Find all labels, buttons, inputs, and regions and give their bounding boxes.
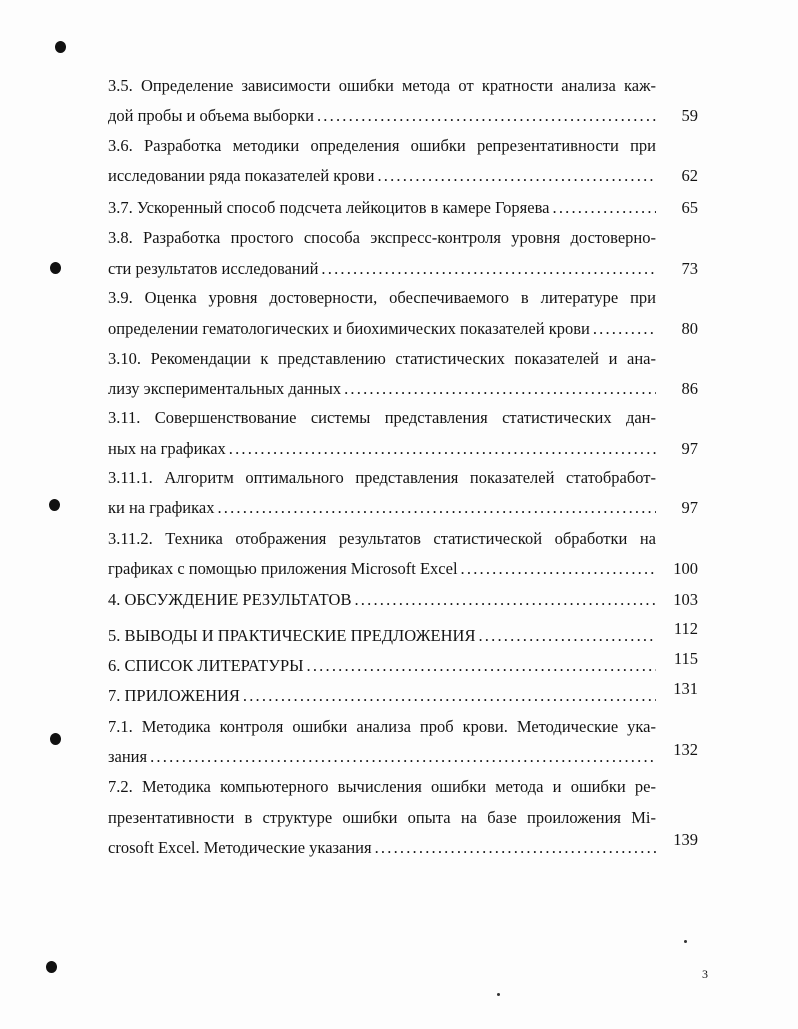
toc-leader-dots (475, 626, 656, 646)
toc-leader-dots (318, 259, 656, 279)
toc-page-number: 97 (681, 439, 698, 458)
toc-leader-dots (147, 747, 656, 767)
toc-leader-dots (351, 590, 656, 610)
toc-entry-3-11-1-line2: ки на графиках ..... (108, 498, 656, 518)
toc-page-number: 132 (673, 740, 698, 759)
toc-entry-3-5-line2: дой пробы и объема выборки ..... (108, 106, 656, 126)
toc-entry-5: 5. ВЫВОДЫ И ПРАКТИЧЕСКИЕ ПРЕДЛОЖЕНИЯ ..... (108, 626, 656, 646)
toc-entry-3-10-line2: лизу экспериментальных данных ..... (108, 379, 656, 399)
toc-leader-dots (304, 656, 656, 676)
toc-entry-6: 6. СПИСОК ЛИТЕРАТУРЫ ..... (108, 656, 656, 676)
toc-entry-7-2-line2: презентативности в структуре ошибки опыта на базе проиложения Mi- (108, 808, 656, 827)
toc-entry-3-9-line2: определении гематологических и биохимических показателей крови ..... (108, 319, 656, 339)
toc-entry-7-2-line3: crosoft Excel. Методические указания ..... (108, 838, 656, 858)
toc-entry-7: 7. ПРИЛОЖЕНИЯ ..... (108, 686, 656, 706)
toc-entry-3-11-line1: 3.11. Совершенствование системы представления статистических дан- (108, 408, 656, 427)
toc-entry-7-1-line2: зания ..... (108, 747, 656, 767)
toc-page-number: 86 (681, 379, 698, 398)
toc-page-number: 65 (681, 198, 698, 217)
toc-page-number: 131 (673, 679, 698, 698)
toc-entry-3-11-line2: ных на графиках ..... (108, 439, 656, 459)
toc-page-number: 73 (681, 259, 698, 278)
toc-page-number: 115 (673, 649, 698, 668)
toc-leader-dots (314, 106, 656, 126)
toc-page-number: 112 (673, 619, 698, 638)
toc-page-number: 103 (673, 590, 698, 609)
toc-entry-7-2-line1: 7.2. Методика компьютерного вычисления ошибки метода и ошибки ре- (108, 777, 656, 796)
toc-page-number: 80 (681, 319, 698, 338)
toc-page-number: 62 (681, 166, 698, 185)
toc-entry-3-6-line1: 3.6. Разработка методики определения ошибки репрезентативности при (108, 136, 656, 155)
toc-page-number: 139 (673, 830, 698, 849)
toc-entry-3-11-2-line2: графиках с помощью приложения Microsoft Excel ..... (108, 559, 656, 579)
toc-page-number: 97 (681, 498, 698, 517)
toc-page-number: 100 (673, 559, 698, 578)
toc-page-number: 59 (681, 106, 698, 125)
toc-leader-dots (374, 166, 656, 186)
toc-leader-dots (240, 686, 656, 706)
toc-entry-7-1-line1: 7.1. Методика контроля ошибки анализа проб крови. Методические ука- (108, 717, 656, 736)
toc-entry-3-9-line1: 3.9. Оценка уровня достоверности, обеспечиваемого в литературе при (108, 288, 656, 307)
toc-entry-3-5-line1: 3.5. Определение зависимости ошибки метода от кратности анализа каж- (108, 76, 656, 95)
toc-entry-3-11-1-line1: 3.11.1. Алгоритм оптимального представления показателей статобработ- (108, 468, 656, 487)
toc-leader-dots (458, 559, 656, 579)
toc-entry-3-11-2-line1: 3.11.2. Техника отображения результатов статистической обработки на (108, 529, 656, 548)
toc-leader-dots (226, 439, 656, 459)
toc-leader-dots (372, 838, 656, 858)
toc-entry-3-8-line2: сти результатов исследований ..... (108, 259, 656, 279)
page-number: 3 (702, 967, 708, 981)
toc-entry-3-10-line1: 3.10. Рекомендации к представлению статистических показателей и ана- (108, 349, 656, 368)
toc-leader-dots (214, 498, 656, 518)
toc-entry-3-6-line2: исследовании ряда показателей крови ..... (108, 166, 656, 186)
toc-entry-4: 4. ОБСУЖДЕНИЕ РЕЗУЛЬТАТОВ ..... (108, 590, 656, 610)
toc-entry-3-7-line1: 3.7. Ускоренный способ подсчета лейкоцитов в камере Горяева ..... (108, 198, 656, 218)
toc-entry-3-8-line1: 3.8. Разработка простого способа экспресс-контроля уровня достоверно- (108, 228, 656, 247)
toc-leader-dots (341, 379, 656, 399)
